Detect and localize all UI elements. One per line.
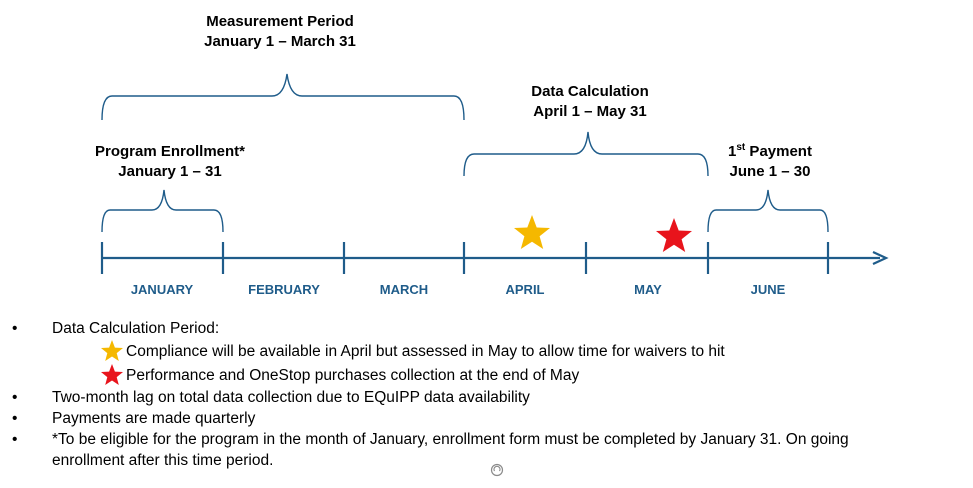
- measurement-range: January 1 – March 31: [204, 33, 356, 50]
- month-june: JUNE: [750, 282, 786, 297]
- note-text: *To be eligible for the program in the month of January, enrollment form must be completed by January 31. On going enrollment after this time period.: [52, 431, 849, 469]
- list-item: [12, 363, 967, 387]
- payment-label: [680, 138, 860, 182]
- note-text: Payments are made quarterly: [52, 410, 256, 427]
- note-text: Compliance will be available in April but assessed in May to allow time for waivers to hit: [126, 342, 725, 360]
- month-april: APRIL: [505, 282, 545, 297]
- measurement-period-label: [180, 12, 380, 52]
- month-march: MARCH: [379, 282, 429, 297]
- bullet-marker: •: [12, 431, 18, 448]
- list-item: [12, 408, 967, 429]
- note-text: Data Calculation Period:: [52, 320, 220, 337]
- star-icon: [514, 215, 550, 249]
- star-icon: [100, 339, 124, 363]
- star-icon: [100, 363, 124, 387]
- enrollment-label: [60, 142, 280, 182]
- calculation-brace: [464, 132, 708, 176]
- calculation-title: Data Calculation: [531, 83, 649, 100]
- calculation-label: [490, 82, 690, 122]
- month-february: FEBRUARY: [248, 282, 320, 297]
- bullet-marker: •: [12, 389, 18, 406]
- list-item: [12, 339, 967, 363]
- enrollment-range: January 1 – 31: [118, 163, 222, 180]
- measurement-title: Measurement Period: [206, 13, 354, 30]
- month-january: JANUARY: [130, 282, 194, 297]
- payment-brace: [708, 190, 828, 232]
- note-text: Two-month lag on total data collection due to EQuIPP data availability: [52, 389, 530, 406]
- loading-icon: [490, 463, 504, 477]
- month-may: MAY: [634, 282, 662, 297]
- list-item: [12, 318, 967, 339]
- star-icon: [656, 218, 692, 252]
- calculation-range: April 1 – May 31: [533, 103, 647, 120]
- enrollment-title: Program Enrollment*: [94, 143, 246, 160]
- measurement-brace: [102, 74, 464, 120]
- payment-title: 1st Payment: [728, 142, 812, 160]
- notes-list: [12, 318, 967, 471]
- note-text: Performance and OneStop purchases collection at the end of May: [126, 366, 580, 384]
- bullet-marker: •: [12, 320, 18, 337]
- bullet-marker: •: [12, 410, 18, 427]
- list-item: [12, 387, 967, 408]
- enrollment-brace: [102, 190, 223, 232]
- payment-range: June 1 – 30: [729, 163, 811, 180]
